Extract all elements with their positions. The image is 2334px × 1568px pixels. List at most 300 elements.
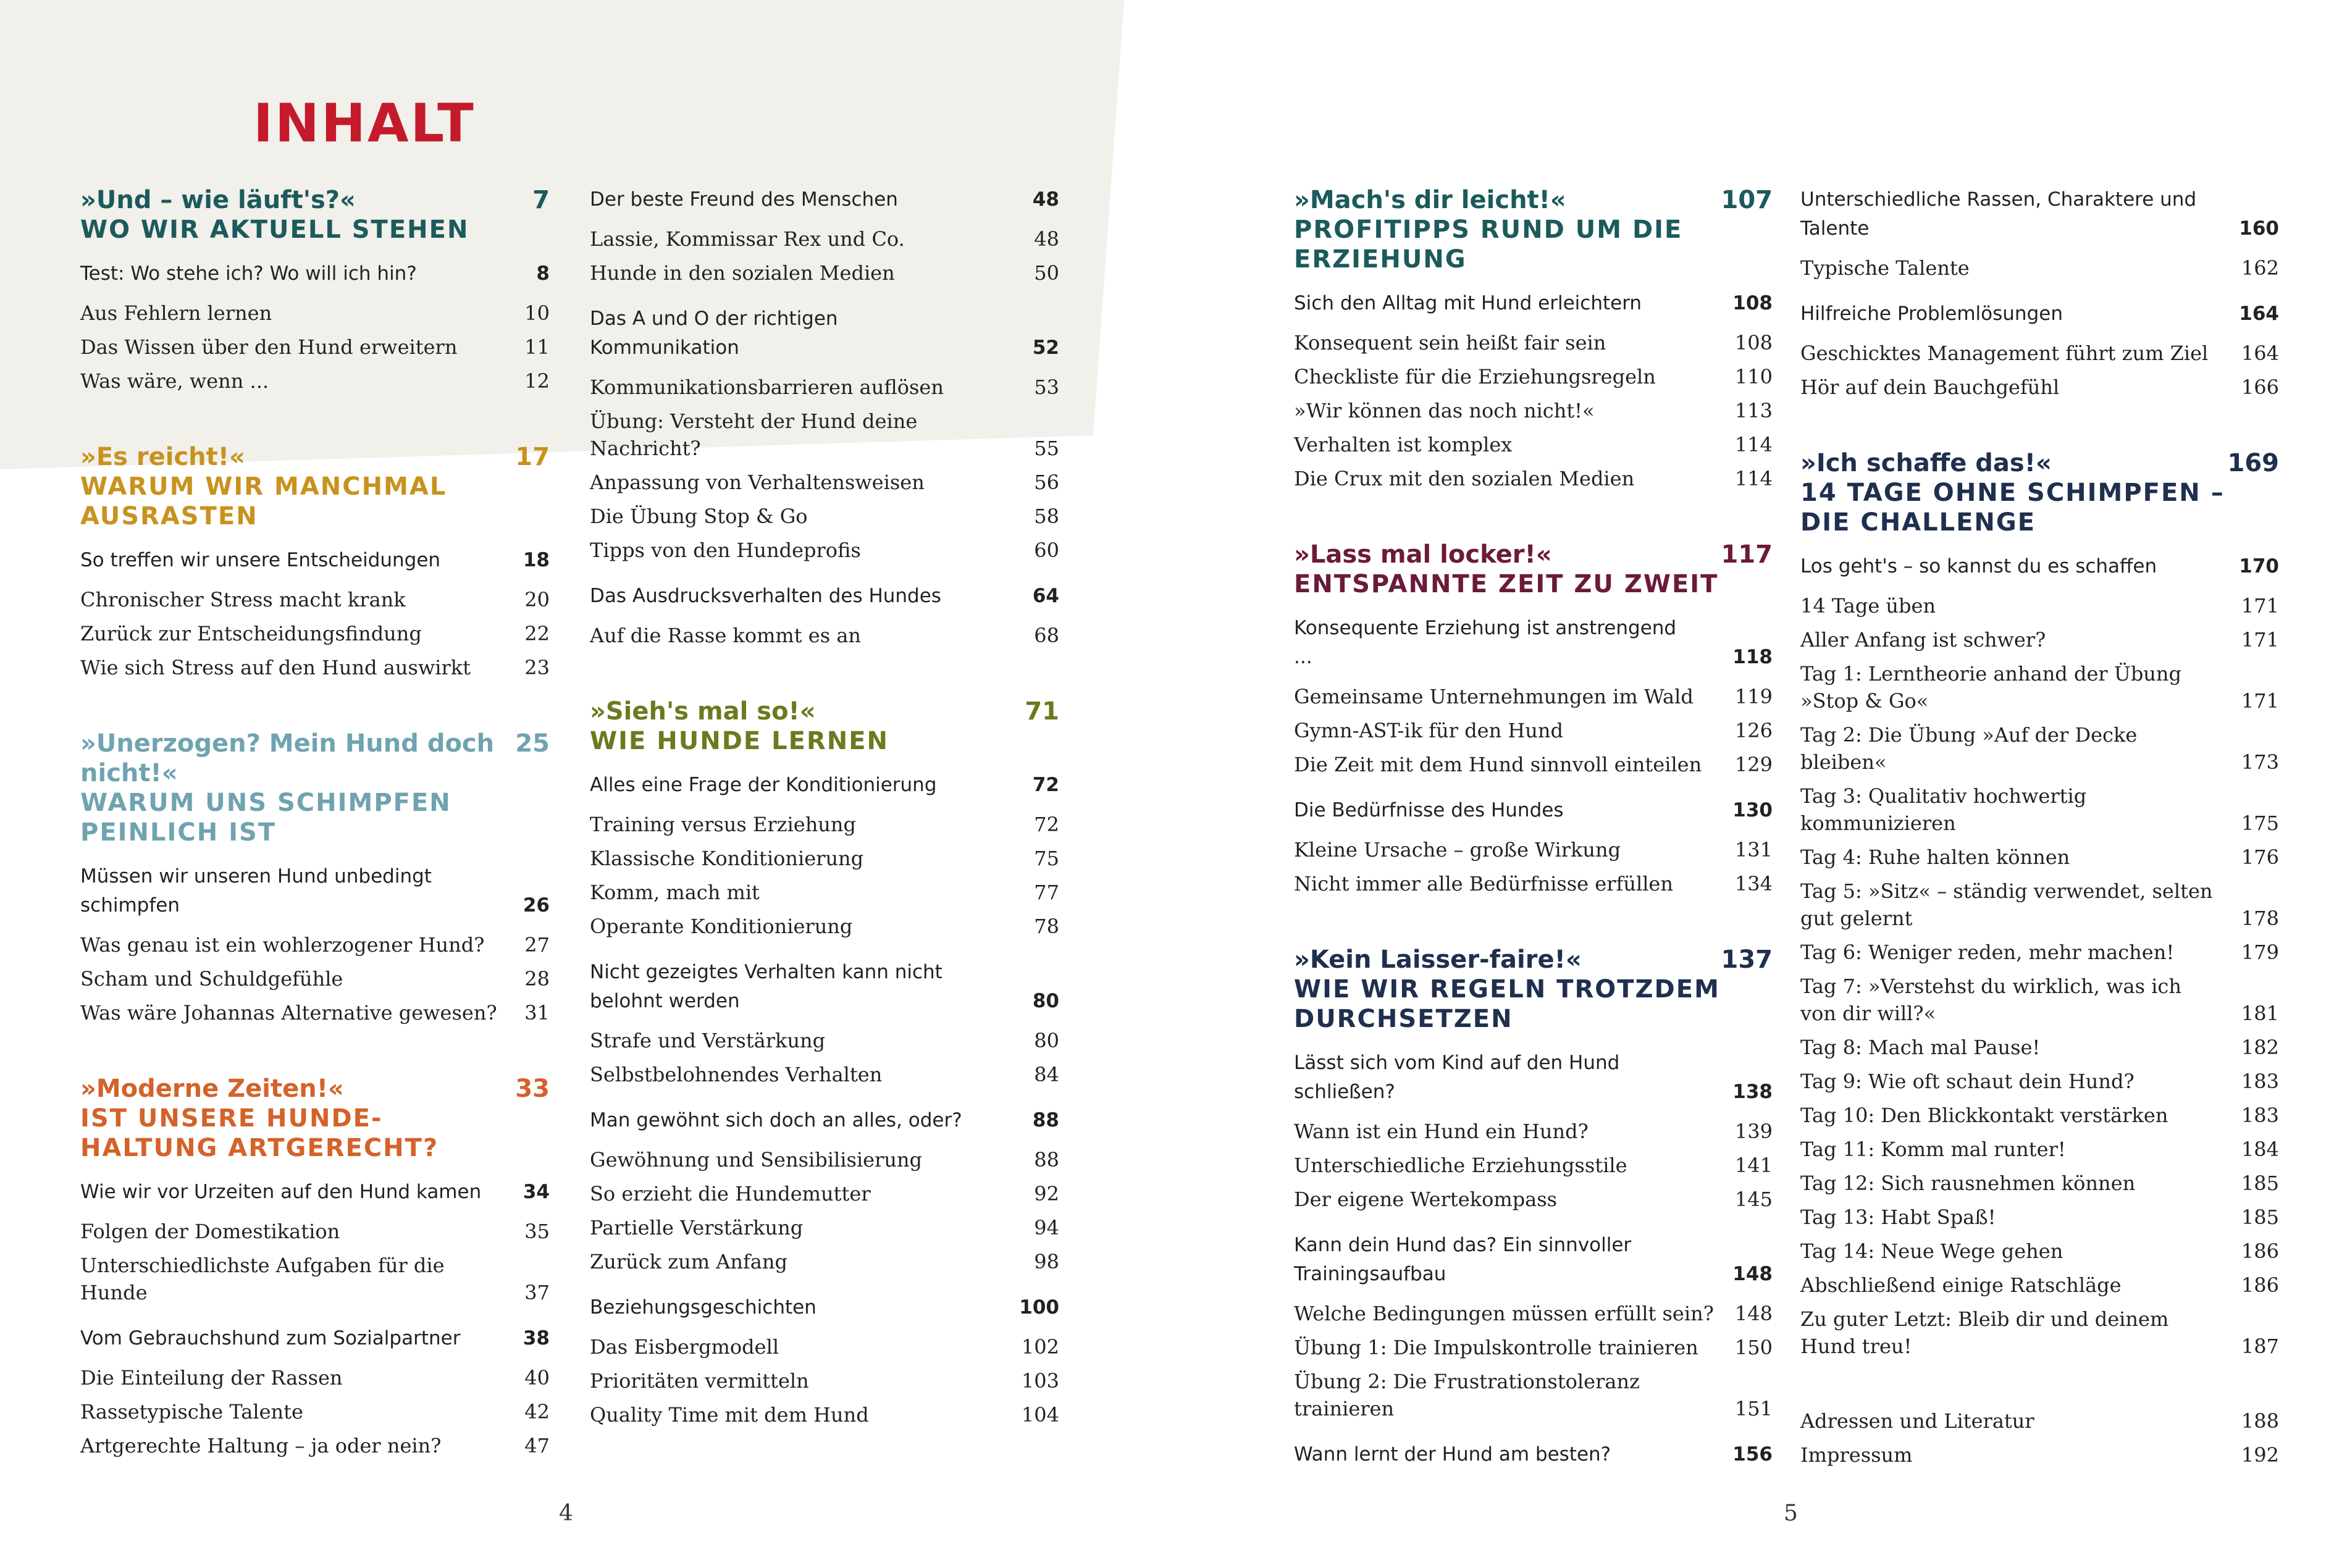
chapter-page: 25 xyxy=(515,729,550,758)
toc-entry[interactable] xyxy=(80,586,550,620)
toc-entry[interactable] xyxy=(80,654,550,688)
toc-subheading[interactable] xyxy=(1294,1049,1773,1118)
chapter-heading-text xyxy=(1294,540,1718,599)
toc-entry[interactable] xyxy=(1800,254,2279,288)
entry-title: Tag 10: Den Blickkontakt verstärken xyxy=(1800,1104,2168,1127)
entry-page: 183 xyxy=(2241,1104,2279,1127)
toc-group xyxy=(80,1178,550,1313)
entry-title: Checkliste für die Erziehungsregeln xyxy=(1294,365,1656,388)
toc-entry[interactable] xyxy=(1294,836,1773,870)
entry-title: Aller Anfang ist schwer? xyxy=(1800,628,2046,652)
toc-group xyxy=(590,304,1059,571)
entry-page: 84 xyxy=(1034,1063,1059,1086)
entry-page: 75 xyxy=(1034,847,1059,870)
entry-page: 77 xyxy=(1034,881,1059,904)
toc-entry[interactable] xyxy=(1800,1238,2279,1272)
toc-entry[interactable] xyxy=(1800,626,2279,660)
entry-page: 58 xyxy=(1034,505,1059,528)
toc-group xyxy=(1800,300,2279,408)
toc-entry[interactable] xyxy=(590,1333,1059,1367)
entry-title: Tag 8: Mach mal Pause! xyxy=(1800,1036,2041,1059)
toc-entry[interactable] xyxy=(1294,465,1773,499)
entry-title: Tag 1: Lerntheorie anhand der Übung »Stop & Go« xyxy=(1800,662,2181,713)
toc-subheading[interactable] xyxy=(590,1293,1059,1333)
entry-page: 164 xyxy=(2241,342,2279,365)
chapter-page: 107 xyxy=(1721,186,1773,214)
entry-page: 145 xyxy=(1734,1188,1773,1211)
entry-page: 20 xyxy=(524,588,550,611)
chapter-page: 137 xyxy=(1721,945,1773,974)
entry-title: Was genau ist ein wohlerzogener Hund? xyxy=(80,933,485,957)
subheading-page: 48 xyxy=(1032,188,1059,211)
subheading-title: So treffen wir unsere Entscheidungen xyxy=(80,549,441,571)
entry-title: Tag 13: Habt Spaß! xyxy=(1800,1205,1996,1229)
toc-subheading[interactable] xyxy=(1294,796,1773,836)
entry-title: Kleine Ursache – große Wirkung xyxy=(1294,838,1621,862)
subheading-title: Der beste Freund des Menschen xyxy=(590,188,898,211)
entry-page: 186 xyxy=(2241,1273,2279,1297)
entry-page: 50 xyxy=(1034,261,1059,285)
toc-group xyxy=(1294,614,1773,785)
chapter-page: 33 xyxy=(515,1075,550,1103)
toc-entry[interactable] xyxy=(1294,1118,1773,1152)
subheading-title: Vom Gebrauchshund zum Sozialpartner xyxy=(80,1327,461,1349)
toc-entry[interactable] xyxy=(1294,1186,1773,1220)
chapter-heading[interactable] xyxy=(590,697,1059,756)
subheading-page: 164 xyxy=(2239,303,2279,325)
toc-entry[interactable] xyxy=(590,622,1059,656)
toc-group xyxy=(590,1106,1059,1282)
entry-page: 27 xyxy=(524,933,550,957)
entry-page: 40 xyxy=(524,1366,550,1390)
toc-entry[interactable] xyxy=(590,374,1059,408)
entry-page: 171 xyxy=(2241,594,2279,618)
toc-entry[interactable] xyxy=(1800,973,2279,1034)
toc-entry[interactable] xyxy=(1800,721,2279,782)
toc-entry[interactable] xyxy=(80,931,550,965)
entry-page: 126 xyxy=(1734,719,1773,742)
entry-page: 184 xyxy=(2241,1138,2279,1161)
toc-chapter xyxy=(1800,1407,2279,1475)
entry-title: Zurück zum Anfang xyxy=(590,1250,787,1273)
chapter-page: 117 xyxy=(1721,540,1773,569)
toc-entry[interactable] xyxy=(590,537,1059,571)
toc-group xyxy=(590,1293,1059,1435)
entry-title: Zu guter Letzt: Bleib dir und deinem Hund treu! xyxy=(1800,1307,2169,1358)
toc-entry[interactable] xyxy=(1294,1368,1773,1429)
entry-page: 55 xyxy=(1034,437,1059,460)
toc-entry[interactable] xyxy=(590,408,1059,469)
chapter-subtitle: WARUM WIR MANCHMAL AUSRASTEN xyxy=(80,472,447,530)
entry-title: Folgen der Domestikation xyxy=(80,1220,340,1243)
chapter-heading-text xyxy=(80,185,469,245)
chapter-heading-text xyxy=(1800,448,2228,537)
entry-title: Welche Bedingungen müssen erfüllt sein? xyxy=(1294,1302,1714,1325)
subheading-title: Man gewöhnt sich doch an alles, oder? xyxy=(590,1109,962,1131)
toc-entry[interactable] xyxy=(590,913,1059,947)
entry-page: 37 xyxy=(524,1281,550,1304)
toc-entry[interactable] xyxy=(80,1218,550,1252)
entry-page: 92 xyxy=(1034,1182,1059,1205)
toc-entry[interactable] xyxy=(1294,431,1773,465)
entry-title: Kommunikationsbarrieren auflösen xyxy=(590,375,944,399)
toc-group xyxy=(1800,1407,2279,1475)
toc-entry[interactable] xyxy=(590,1401,1059,1435)
toc-entry[interactable] xyxy=(1800,1272,2279,1306)
entry-title: Gymn-AST-ik für den Hund xyxy=(1294,719,1563,742)
chapter-subtitle: 14 TAGE OHNE SCHIMPFEN – DIE CHALLENGE xyxy=(1800,479,2225,537)
toc-entry[interactable] xyxy=(590,811,1059,845)
entry-page: 102 xyxy=(1021,1335,1059,1359)
toc-entry[interactable] xyxy=(1800,939,2279,973)
entry-title: Unterschiedlichste Aufgaben für die Hunde xyxy=(80,1254,445,1304)
entry-title: Tag 14: Neue Wege gehen xyxy=(1800,1239,2063,1263)
entry-title: Typische Talente xyxy=(1800,256,1970,280)
toc-entry[interactable] xyxy=(1294,1152,1773,1186)
toc-entry[interactable] xyxy=(80,1398,550,1432)
page-number-left: 4 xyxy=(559,1501,573,1526)
chapter-subtitle: WIE WIR REGELN TROTZDEM DURCHSETZEN xyxy=(1294,975,1720,1033)
entry-page: 98 xyxy=(1034,1250,1059,1273)
entry-title: Lassie, Kommissar Rex und Co. xyxy=(590,227,905,251)
toc-chapter xyxy=(80,729,550,1033)
entry-title: Prioritäten vermitteln xyxy=(590,1369,809,1393)
entry-title: Quality Time mit dem Hund xyxy=(590,1403,869,1427)
entry-page: 108 xyxy=(1734,331,1773,354)
toc-subheading[interactable] xyxy=(80,546,550,586)
toc-entry[interactable] xyxy=(590,879,1059,913)
entry-title: Komm, mach mit xyxy=(590,881,760,904)
toc-chapter xyxy=(590,185,1059,656)
chapter-quote: »Sieh's mal so!« xyxy=(590,697,816,726)
chapter-subtitle: PROFITIPPS RUND UM DIE ERZIEHUNG xyxy=(1294,216,1683,274)
subheading-page: 108 xyxy=(1732,292,1773,314)
toc-title: INHALT xyxy=(253,93,476,154)
entry-title: Das Wissen über den Hund erweitern xyxy=(80,335,458,359)
toc-entry[interactable] xyxy=(1800,1170,2279,1204)
subheading-title: Müssen wir unseren Hund unbedingt schimpfen xyxy=(80,865,432,916)
chapter-heading[interactable] xyxy=(80,185,550,245)
toc-entry[interactable] xyxy=(1294,751,1773,785)
toc-entry[interactable] xyxy=(590,259,1059,293)
entry-title: Scham und Schuldgefühle xyxy=(80,967,343,991)
entry-title: Übung 2: Die Frustrationstoleranz trainieren xyxy=(1294,1370,1640,1420)
toc-entry[interactable] xyxy=(1294,329,1773,363)
chapter-quote: »Lass mal locker!« xyxy=(1294,540,1552,569)
toc-chapter xyxy=(1294,185,1773,499)
toc-subheading[interactable] xyxy=(590,185,1059,225)
toc-entry[interactable] xyxy=(80,999,550,1033)
toc-column-4 xyxy=(1800,185,2279,1516)
toc-entry[interactable] xyxy=(1800,782,2279,844)
toc-entry[interactable] xyxy=(1294,1300,1773,1334)
toc-entry[interactable] xyxy=(80,367,550,401)
toc-subheading[interactable] xyxy=(80,259,550,300)
toc-entry[interactable] xyxy=(1294,1334,1773,1368)
toc-entry[interactable] xyxy=(1800,374,2279,408)
subheading-page: 156 xyxy=(1732,1443,1773,1465)
toc-entry[interactable] xyxy=(1294,397,1773,431)
entry-page: 139 xyxy=(1734,1120,1773,1143)
toc-group xyxy=(80,259,550,401)
entry-title: Geschicktes Management führt zum Ziel xyxy=(1800,342,2209,365)
toc-entry[interactable] xyxy=(1294,363,1773,397)
toc-entry[interactable] xyxy=(590,1180,1059,1214)
toc-entry[interactable] xyxy=(1800,1034,2279,1068)
chapter-heading[interactable] xyxy=(1294,540,1773,599)
subheading-page: 160 xyxy=(2239,217,2279,240)
toc-subheading[interactable] xyxy=(1800,185,2279,254)
entry-title: Verhalten ist komplex xyxy=(1294,433,1513,456)
toc-subheading[interactable] xyxy=(80,862,550,931)
toc-entry[interactable] xyxy=(80,1364,550,1398)
toc-entry[interactable] xyxy=(1800,592,2279,626)
entry-page: 35 xyxy=(524,1220,550,1243)
toc-entry[interactable] xyxy=(80,965,550,999)
chapter-heading[interactable] xyxy=(80,442,550,531)
subheading-title: Konsequente Erziehung ist anstrengend ... xyxy=(1294,617,1677,668)
entry-title: Tag 3: Qualitativ hochwertig kommunizieren xyxy=(1800,784,2087,835)
entry-page: 88 xyxy=(1034,1148,1059,1172)
entry-title: Operante Konditionierung xyxy=(590,915,853,938)
entry-page: 182 xyxy=(2241,1036,2279,1059)
entry-title: Aus Fehlern lernen xyxy=(80,301,272,325)
entry-page: 183 xyxy=(2241,1070,2279,1093)
entry-page: 94 xyxy=(1034,1216,1059,1239)
entry-page: 103 xyxy=(1021,1369,1059,1393)
toc-group xyxy=(80,862,550,1033)
subheading-page: 52 xyxy=(1032,337,1059,359)
chapter-page: 17 xyxy=(515,443,550,471)
toc-entry[interactable] xyxy=(590,1027,1059,1061)
subheading-page: 34 xyxy=(523,1181,550,1203)
entry-page: 187 xyxy=(2241,1335,2279,1358)
toc-entry[interactable] xyxy=(1800,878,2279,939)
entry-page: 31 xyxy=(524,1001,550,1025)
entry-title: Zurück zur Entscheidungsfindung xyxy=(80,622,422,645)
subheading-title: Los geht's – so kannst du es schaffen xyxy=(1800,555,2157,577)
entry-page: 171 xyxy=(2241,628,2279,652)
subheading-title: Nicht gezeigtes Verhalten kann nicht belohnt werden xyxy=(590,961,942,1012)
entry-page: 178 xyxy=(2241,907,2279,930)
toc-column-2 xyxy=(590,185,1059,1476)
entry-title: Die Übung Stop & Go xyxy=(590,505,808,528)
toc-subheading[interactable] xyxy=(80,1324,550,1364)
entry-title: Tag 6: Weniger reden, mehr machen! xyxy=(1800,941,2175,964)
entry-page: 188 xyxy=(2241,1409,2279,1433)
entry-page: 68 xyxy=(1034,624,1059,647)
toc-subheading[interactable] xyxy=(80,1178,550,1218)
entry-title: Hör auf dein Bauchgefühl xyxy=(1800,375,2060,399)
chapter-heading-text xyxy=(80,729,513,847)
chapter-heading-text xyxy=(80,442,513,531)
subheading-page: 130 xyxy=(1732,799,1773,821)
toc-entry[interactable] xyxy=(590,1146,1059,1180)
toc-entry[interactable] xyxy=(1800,1441,2279,1475)
chapter-quote: »Ich schaffe das!« xyxy=(1800,449,2052,477)
subheading-page: 148 xyxy=(1732,1263,1773,1285)
chapter-heading-text xyxy=(1294,185,1721,274)
entry-page: 175 xyxy=(2241,811,2279,835)
toc-subheading[interactable] xyxy=(1800,300,2279,340)
entry-title: 14 Tage üben xyxy=(1800,594,1936,618)
toc-subheading[interactable] xyxy=(1294,289,1773,329)
toc-subheading[interactable] xyxy=(590,304,1059,374)
chapter-heading[interactable] xyxy=(1294,945,1773,1034)
subheading-page: 170 xyxy=(2239,555,2279,577)
toc-chapter xyxy=(80,185,550,401)
entry-page: 186 xyxy=(2241,1239,2279,1263)
entry-page: 134 xyxy=(1734,872,1773,895)
entry-page: 141 xyxy=(1734,1154,1773,1177)
toc-entry[interactable] xyxy=(1294,717,1773,751)
toc-chapter xyxy=(80,1074,550,1466)
subheading-page: 38 xyxy=(523,1327,550,1349)
chapter-quote: »Und – wie läuft's?« xyxy=(80,186,356,214)
toc-group xyxy=(1294,1231,1773,1429)
toc-subheading[interactable] xyxy=(1294,1231,1773,1300)
entry-title: So erzieht die Hundemutter xyxy=(590,1182,871,1205)
toc-entry[interactable] xyxy=(590,1061,1059,1095)
toc-entry[interactable] xyxy=(1800,844,2279,878)
entry-title: Abschließend einige Ratschläge xyxy=(1800,1273,2122,1297)
entry-title: Klassische Konditionierung xyxy=(590,847,864,870)
entry-page: 60 xyxy=(1034,539,1059,562)
toc-subheading[interactable] xyxy=(590,958,1059,1027)
toc-group xyxy=(590,582,1059,656)
entry-page: 151 xyxy=(1734,1397,1773,1420)
entry-page: 171 xyxy=(2241,689,2279,713)
toc-entry[interactable] xyxy=(1800,1306,2279,1367)
toc-column-1 xyxy=(80,185,550,1507)
entry-title: Übung: Versteht der Hund deine Nachricht? xyxy=(590,409,918,460)
chapter-heading[interactable] xyxy=(1800,448,2279,537)
toc-entry[interactable] xyxy=(590,1248,1059,1282)
toc-entry[interactable] xyxy=(80,620,550,654)
toc-entry[interactable] xyxy=(1800,1136,2279,1170)
toc-entry[interactable] xyxy=(80,1252,550,1313)
toc-entry[interactable] xyxy=(590,503,1059,537)
subheading-title: Das Ausdrucksverhalten des Hundes xyxy=(590,585,941,607)
toc-group xyxy=(590,771,1059,947)
entry-page: 23 xyxy=(524,656,550,679)
toc-group xyxy=(1294,796,1773,904)
toc-entry[interactable] xyxy=(1800,340,2279,374)
entry-page: 181 xyxy=(2241,1002,2279,1025)
subheading-title: Sich den Alltag mit Hund erleichtern xyxy=(1294,292,1642,314)
toc-entry[interactable] xyxy=(80,1432,550,1466)
toc-subheading[interactable] xyxy=(1800,552,2279,592)
entry-title: Tag 9: Wie oft schaut dein Hund? xyxy=(1800,1070,2135,1093)
entry-title: Tag 4: Ruhe halten können xyxy=(1800,845,2070,869)
entry-page: 179 xyxy=(2241,941,2279,964)
toc-entry[interactable] xyxy=(1800,1204,2279,1238)
entry-title: Die Zeit mit dem Hund sinnvoll einteilen xyxy=(1294,753,1702,776)
toc-subheading[interactable] xyxy=(590,1106,1059,1146)
entry-page: 119 xyxy=(1734,685,1773,708)
toc-group xyxy=(590,958,1059,1095)
subheading-page: 118 xyxy=(1732,646,1773,668)
subheading-page: 138 xyxy=(1732,1081,1773,1103)
subheading-page: 64 xyxy=(1032,585,1059,607)
entry-title: Tipps von den Hundeprofis xyxy=(590,539,861,562)
chapter-heading[interactable] xyxy=(80,729,550,847)
entry-page: 78 xyxy=(1034,915,1059,938)
toc-entry[interactable] xyxy=(80,300,550,333)
chapter-heading-text xyxy=(80,1074,513,1163)
entry-title: Rassetypische Talente xyxy=(80,1400,303,1423)
entry-page: 114 xyxy=(1734,467,1773,490)
toc-entry[interactable] xyxy=(590,469,1059,503)
toc-chapter xyxy=(80,442,550,688)
entry-page: 114 xyxy=(1734,433,1773,456)
entry-page: 166 xyxy=(2241,375,2279,399)
toc-entry[interactable] xyxy=(1800,1407,2279,1441)
entry-title: Hunde in den sozialen Medien xyxy=(590,261,895,285)
entry-page: 113 xyxy=(1734,399,1773,422)
chapter-quote: »Kein Laisser-faire!« xyxy=(1294,945,1582,974)
chapter-heading[interactable] xyxy=(80,1074,550,1163)
toc-subheading[interactable] xyxy=(1294,614,1773,683)
toc-entry[interactable] xyxy=(1800,1068,2279,1102)
entry-page: 72 xyxy=(1034,813,1059,836)
subheading-title: Wie wir vor Urzeiten auf den Hund kamen xyxy=(80,1181,482,1203)
entry-title: Was wäre, wenn ... xyxy=(80,369,269,393)
toc-entry[interactable] xyxy=(1294,870,1773,904)
entry-page: 12 xyxy=(524,369,550,393)
entry-page: 148 xyxy=(1734,1302,1773,1325)
chapter-subtitle: ENTSPANNTE ZEIT ZU ZWEIT xyxy=(1294,570,1719,598)
toc-entry[interactable] xyxy=(590,1214,1059,1248)
entry-title: Strafe und Verstärkung xyxy=(590,1029,826,1052)
toc-chapter xyxy=(590,697,1059,1435)
toc-chapter xyxy=(1800,185,2279,408)
chapter-page: 169 xyxy=(2227,449,2279,477)
toc-entry[interactable] xyxy=(1800,1102,2279,1136)
chapter-heading[interactable] xyxy=(1294,185,1773,274)
entry-page: 80 xyxy=(1034,1029,1059,1052)
entry-page: 162 xyxy=(2241,256,2279,280)
entry-page: 110 xyxy=(1734,365,1773,388)
entry-title: Der eigene Wertekompass xyxy=(1294,1188,1558,1211)
entry-page: 10 xyxy=(524,301,550,325)
entry-page: 104 xyxy=(1021,1403,1059,1427)
toc-chapter xyxy=(1294,540,1773,904)
toc-entry[interactable] xyxy=(1294,683,1773,717)
entry-title: Konsequent sein heißt fair sein xyxy=(1294,331,1606,354)
toc-entry[interactable] xyxy=(1800,660,2279,721)
entry-title: Übung 1: Die Impulskontrolle trainieren xyxy=(1294,1336,1698,1359)
entry-title: Das Eisbergmodell xyxy=(590,1335,779,1359)
entry-title: »Wir können das noch nicht!« xyxy=(1294,399,1595,422)
toc-entry[interactable] xyxy=(80,333,550,367)
toc-entry[interactable] xyxy=(590,225,1059,259)
chapter-subtitle: IST UNSERE HUNDE-HALTUNG ARTGERECHT? xyxy=(80,1104,439,1162)
toc-group xyxy=(1294,1440,1773,1480)
entry-page: 129 xyxy=(1734,753,1773,776)
toc-subheading[interactable] xyxy=(1294,1440,1773,1480)
toc-subheading[interactable] xyxy=(590,582,1059,622)
entry-title: Gewöhnung und Sensibilisierung xyxy=(590,1148,923,1172)
subheading-title: Test: Wo stehe ich? Wo will ich hin? xyxy=(80,262,417,285)
entry-title: Wie sich Stress auf den Hund auswirkt xyxy=(80,656,471,679)
entry-page: 47 xyxy=(524,1434,550,1457)
toc-entry[interactable] xyxy=(590,845,1059,879)
entry-page: 53 xyxy=(1034,375,1059,399)
toc-subheading[interactable] xyxy=(590,771,1059,811)
entry-page: 28 xyxy=(524,967,550,991)
toc-entry[interactable] xyxy=(590,1367,1059,1401)
